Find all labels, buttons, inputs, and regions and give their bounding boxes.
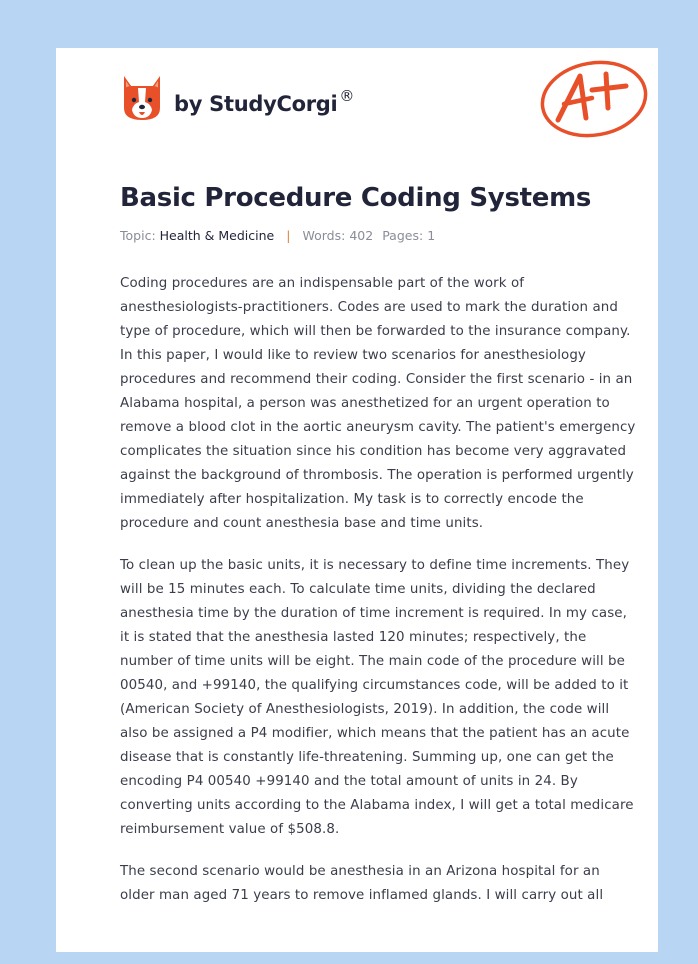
topic-label: Topic: — [120, 228, 156, 243]
essay-body — [120, 272, 636, 926]
brand-name: by StudyCorgi ® — [174, 86, 355, 116]
document-meta — [120, 228, 435, 243]
document-page — [56, 48, 658, 952]
corgi-logo-icon — [120, 74, 164, 122]
paragraph: To clean up the basic units, it is necessary to define time increments. They will be 15 minutes each. To calculate time units, dividing the declared anesthesia time by the duration of time increment is required. In my case, it is stated that the anesthesia lasted 120 minutes; respectively, the number of time units will be eight. The main code of the procedure will be 00540, and +99140, the qualifying circumstances code, will be added to it (American Society of Anesthesiologists, 2019). In addition, the code will also be assigned a P4 modifier, which means that the patient has an acute disease that is constantly life-threatening. Summing up, one can get the encoding P4 00540 +99140 and the total amount of units in 24. By converting units according to the Alabama index, I will get a total medicare reimbursement value of $508.8. — [120, 558, 634, 837]
pages-label: Pages: — [382, 228, 424, 243]
a-plus-stamp-icon — [536, 58, 650, 140]
header — [56, 48, 658, 168]
paragraph: The second scenario would be anesthesia in an Arizona hospital for an older man aged 71 years to remove inflamed glands. I will carry out all — [120, 864, 604, 903]
studycorgi-logo-link[interactable] — [120, 74, 354, 122]
topic-link[interactable]: Health & Medicine — [159, 228, 275, 243]
meta-separator: | — [286, 228, 291, 243]
words-label: Words: — [302, 228, 346, 243]
pages-count: 1 — [427, 228, 436, 243]
registered-mark: ® — [339, 86, 355, 105]
page-background-strip — [658, 48, 698, 964]
paragraph: Coding procedures are an indispensable part of the work of anesthesiologists-practitioners. Codes are used to mark the duration and type of procedure, which will then be forwarded to the insurance company. In this paper, I would like to review two scenarios for anesthesiology procedures and recommend their coding. Consider the first scenario - in an Alabama hospital, a person was anesthetized for an urgent operation to remove a blood clot in the aortic aneurysm cavity. The patient's emergency complicates the situation since his condition has become very aggravated against the background of thrombosis. The operation is performed urgently immediately after hospitalization. My task is to correctly encode the procedure and count anesthesia base and time units. — [120, 276, 636, 531]
words-count: 402 — [349, 228, 374, 243]
page-title: Basic Procedure Coding Systems — [120, 183, 592, 213]
